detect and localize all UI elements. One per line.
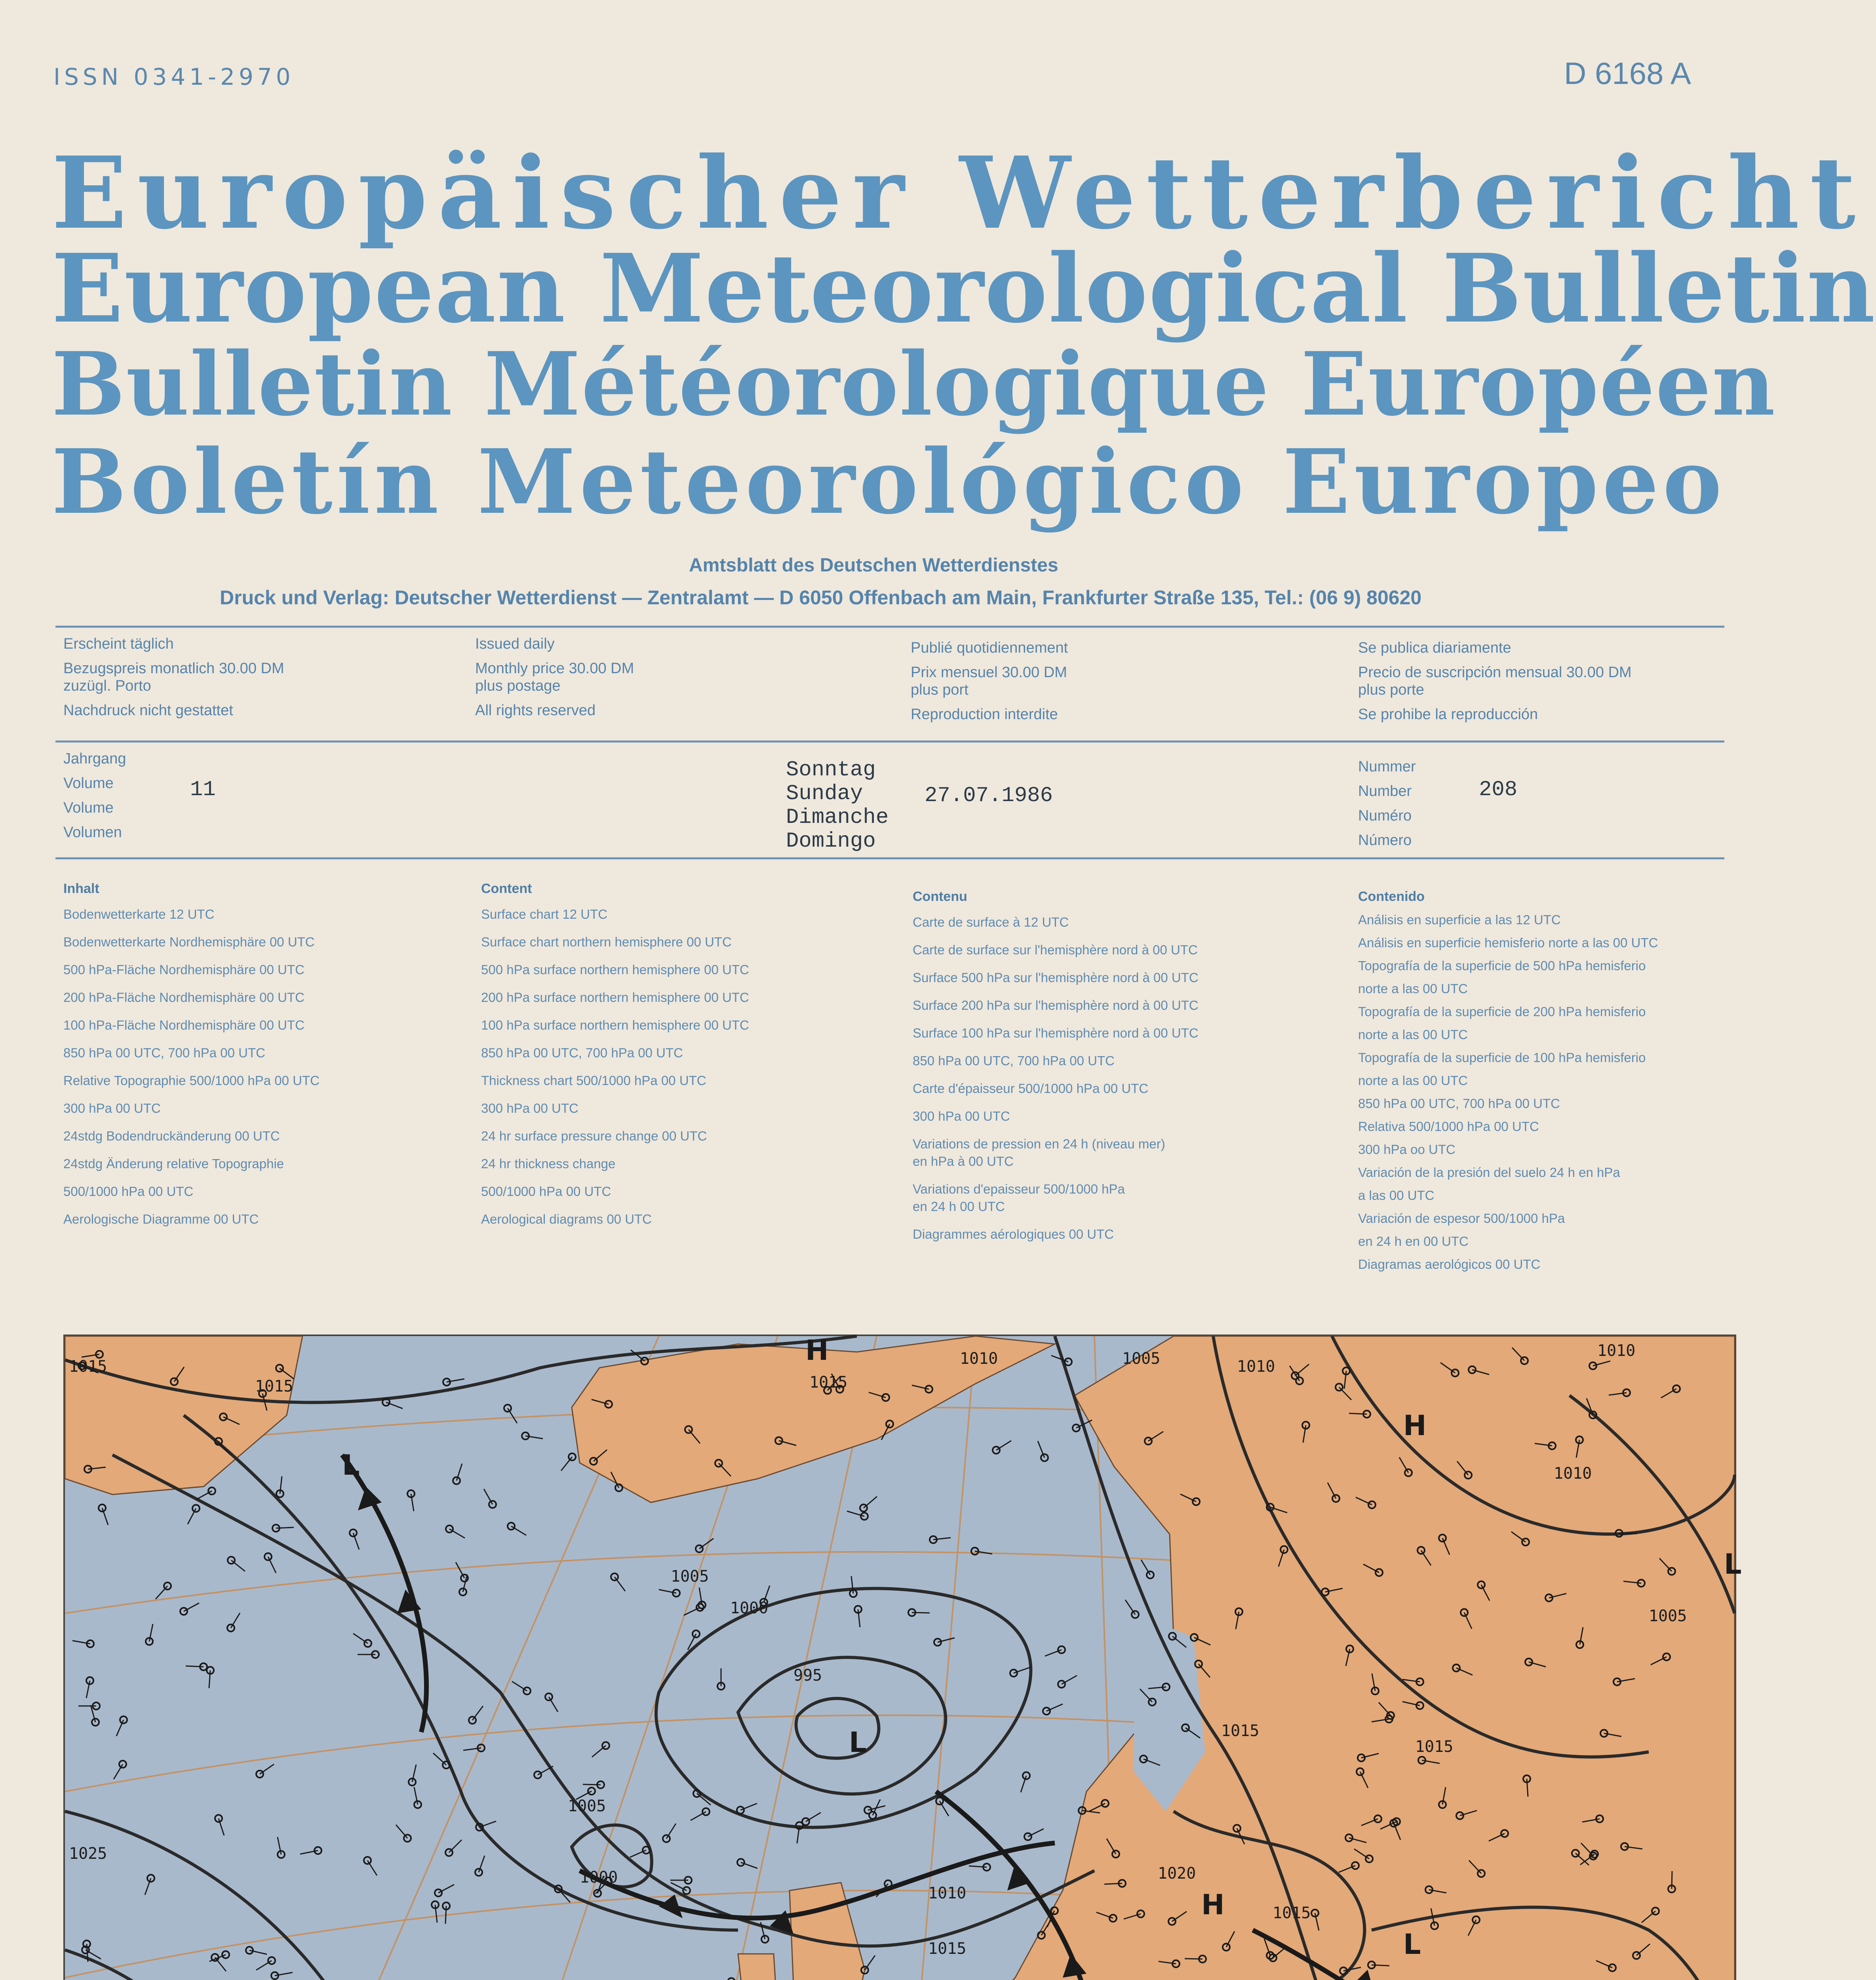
center-l-east-europe: L (1403, 1928, 1421, 1961)
center-l-north-atlantic: L (849, 1726, 867, 1759)
issue-number: 208 (1479, 778, 1518, 802)
info-french: Publié quotidiennement Prix mensuel 30.00 DM plus port Reproduction interdite (911, 640, 1068, 723)
contents-spanish: Contenido Análisis en superficie a las 12 UTC Análisis en superficie hemisferio norte a las 00 UTC Topografía de la superficie de 500 hPa hemisferio norte a las 00 UTC Topografía de la superficie de 200 hPa hemisferio norte a las 00 UTC Topografía de la superficie de 100 hPa hemisferio norte a las 00 UTC 850 hPa 00 UTC, 700 hPa 00 UTC Relativa 500/1000 hPa 00 UTC 300 hPa oo UTC Variación de la presión del suelo 24 h en hPa a las 00 UTC Variación de espesor 500/1000 hPa en 24 h en 00 UTC Diagramas aerológicos 00 UTC (1358, 889, 1658, 1276)
svg-text:1015: 1015 (809, 1373, 848, 1392)
svg-text:1000: 1000 (580, 1868, 618, 1887)
number-labels: Nummer Number Numéro Número (1358, 758, 1416, 849)
svg-text:1015: 1015 (928, 1940, 967, 1958)
contents-english: Content Surface chart 12 UTC Surface chart northern hemisphere 00 UTC 500 hPa surface northern hemisphere 00 UTC 200 hPa surface northern hemisphere 00 UTC 100 hPa surface northern hemisphere 00 UTC 850 hPa 00 UTC, 700 hPa 00 UTC Thickness chart 500/1000 hPa 00 UTC 300 hPa 00 UTC 24 hr surface pressure change 00 UTC 24 hr thickness change 500/1000 hPa 00 UTC Aerological diagrams 00 UTC (481, 881, 749, 1233)
wind-barb (186, 1666, 204, 1667)
rule-top (55, 626, 1724, 628)
contents-spanish-list: Análisis en superficie a las 12 UTC Análisis en superficie hemisferio norte a las 00 UTC Topografía de la superficie de 500 hPa hemisferio norte a las 00 UTC Topografía de la superficie de 200 hPa hemisferio norte a las 00 UTC Topografía de la superficie de 100 hPa hemisferio norte a las 00 UTC 850 hPa 00 UTC, 700 hPa 00 UTC Relativa 500/1000 hPa 00 UTC 300 hPa oo UTC Variación de la presión del suelo 24 h en hPa a las 00 UTC Variación de espesor 500/1000 hPa en 24 h en 00 UTC Diagramas aerológicos 00 UTC (1358, 912, 1658, 1272)
rule-bottom (55, 857, 1724, 859)
svg-text:1005: 1005 (1649, 1607, 1687, 1625)
center-h-iceland: H (805, 1334, 829, 1367)
center-l-russia: L (1724, 1548, 1742, 1580)
svg-text:1015: 1015 (1221, 1722, 1260, 1740)
svg-text:1010: 1010 (928, 1884, 967, 1902)
issue-date: 27.07.1986 (925, 784, 1053, 808)
svg-text:1010: 1010 (1554, 1464, 1592, 1483)
svg-text:1010: 1010 (1597, 1342, 1636, 1360)
info-german: Erscheint täglich Bezugspreis monatlich 30.00 DM zuzügl. Porto Nachdruck nicht gestattet (63, 636, 284, 719)
info-spanish: Se publica diariamente Precio de suscripción mensual 30.00 DM plus porte Se prohibe la reproducción (1358, 640, 1632, 723)
svg-text:1010: 1010 (960, 1350, 998, 1368)
wind-barb (276, 1527, 294, 1528)
svg-text:1010: 1010 (1237, 1357, 1275, 1376)
svg-text:1005: 1005 (671, 1567, 709, 1586)
contents-german-list: Bodenwetterkarte 12 UTC Bodenwetterkarte Nordhemisphäre 00 UTC 500 hPa-Fläche Nordhemisphäre 00 UTC 200 hPa-Fläche Nordhemisphäre 00 UTC 100 hPa-Fläche Nordhemisphäre 00 UTC 850 hPa 00 UTC, 700 hPa 00 UTC Relative Topographie 500/1000 hPa 00 UTC 300 hPa 00 UTC 24stdg Bodendruckänderung 00 UTC 24stdg Änderung relative Topographie 500/1000 hPa 00 UTC Aerologische Diagramme 00 UTC (63, 907, 320, 1226)
svg-text:1015: 1015 (1415, 1738, 1454, 1756)
svg-text:1015: 1015 (69, 1357, 107, 1376)
day-labels: Sonntag Sunday Dimanche Domingo (786, 758, 889, 853)
center-l-labrador: L (342, 1449, 360, 1481)
title-spanish: Boletín Meteorológico Europeo (51, 430, 1726, 534)
ireland (738, 1954, 778, 1980)
wind-barb (1349, 1413, 1367, 1414)
center-h-central-europe: H (1201, 1889, 1225, 1921)
issn: ISSN 0341-2970 (53, 63, 295, 90)
svg-text:1015: 1015 (255, 1377, 293, 1396)
svg-text:1015: 1015 (1273, 1904, 1311, 1922)
map-svg (65, 1334, 1742, 1980)
svg-text:1020: 1020 (1158, 1864, 1196, 1883)
surface-weather-map (63, 1334, 1742, 1980)
contents-french-list: Carte de surface à 12 UTC Carte de surface sur l'hemisphère nord à 00 UTC Surface 500 hPa sur l'hemisphère nord à 00 UTC Surface 200 hPa sur l'hemisphère nord à 00 UTC Surface 100 hPa sur l'hemisphère nord à 00 UTC 850 hPa 00 UTC, 700 hPa 00 UTC Carte d'épaisseur 500/1000 hPa 00 UTC 300 hPa 00 UTC Variations de pression en 24 h (niveau mer) en hPa à 00 UTC Variations d'epaisseur 500/1000 hPa en 24 h 00 UTC Diagrammes aérologiques 00 UTC (913, 915, 1199, 1241)
svg-text:1005: 1005 (568, 1797, 606, 1815)
title-english: European Meteorological Bulletin (51, 234, 1876, 344)
title-german: Europäischer Wetterbericht (51, 135, 1866, 251)
svg-text:1000: 1000 (730, 1599, 769, 1617)
contents-english-list: Surface chart 12 UTC Surface chart northern hemisphere 00 UTC 500 hPa surface northern hemisphere 00 UTC 200 hPa surface northern hemisphere 00 UTC 100 hPa surface northern hemisphere 00 UTC 850 hPa 00 UTC, 700 hPa 00 UTC Thickness chart 500/1000 hPa 00 UTC 300 hPa 00 UTC 24 hr surface pressure change 00 UTC 24 hr thickness change 500/1000 hPa 00 UTC Aerological diagrams 00 UTC (481, 907, 749, 1226)
wind-barb (1619, 1533, 1637, 1534)
volume-number: 11 (190, 778, 216, 802)
official-gazette: Amtsblatt des Deutschen Wetterdienstes (689, 555, 1058, 576)
svg-text:1005: 1005 (1122, 1350, 1161, 1368)
wind-barb (1104, 1883, 1122, 1884)
title-french: Bulletin Météorologique Européen (51, 333, 1776, 435)
rule-middle (55, 741, 1724, 742)
center-h-scandinavia: H (1403, 1409, 1427, 1442)
contents-german: Inhalt Bodenwetterkarte 12 UTC Bodenwetterkarte Nordhemisphäre 00 UTC 500 hPa-Fläche Nordhemisphäre 00 UTC 200 hPa-Fläche Nordhemisphäre 00 UTC 100 hPa-Fläche Nordhemisphäre 00 UTC 850 hPa 00 UTC, 700 hPa 00 UTC Relative Topographie 500/1000 hPa 00 UTC 300 hPa 00 UTC 24stdg Bodendruckänderung 00 UTC 24stdg Änderung relative Topographie 500/1000 hPa 00 UTC Aerologische Diagramme 00 UTC (63, 881, 320, 1233)
wind-barb (445, 1906, 446, 1924)
publisher-line: Druck und Verlag: Deutscher Wetterdienst — Zentralamt — D 6050 Offenbach am Main, Frankfurter Straße 135, Tel.: (06 9) 80620 (220, 586, 1422, 609)
svg-text:995: 995 (793, 1666, 822, 1685)
wind-barb (583, 1784, 601, 1785)
wind-barb (1372, 1965, 1389, 1966)
contents-french: Contenu Carte de surface à 12 UTC Carte de surface sur l'hemisphère nord à 00 UTC Surface 500 hPa sur l'hemisphère nord à 00 UTC Surface 200 hPa sur l'hemisphère nord à 00 UTC Surface 100 hPa sur l'hemisphère nord à 00 UTC 850 hPa 00 UTC, 700 hPa 00 UTC Carte d'épaisseur 500/1000 hPa 00 UTC 300 hPa 00 UTC Variations de pression en 24 h (niveau mer) en hPa à 00 UTC Variations d'epaisseur 500/1000 hPa en 24 h 00 UTC Diagrammes aérologiques 00 UTC (913, 889, 1199, 1248)
info-english: Issued daily Monthly price 30.00 DM plus postage All rights reserved (475, 636, 634, 719)
publication-code: D 6168 A (1564, 56, 1691, 91)
svg-text:1025: 1025 (69, 1845, 107, 1863)
volume-labels: Jahrgang Volume Volume Volumen (63, 750, 126, 841)
